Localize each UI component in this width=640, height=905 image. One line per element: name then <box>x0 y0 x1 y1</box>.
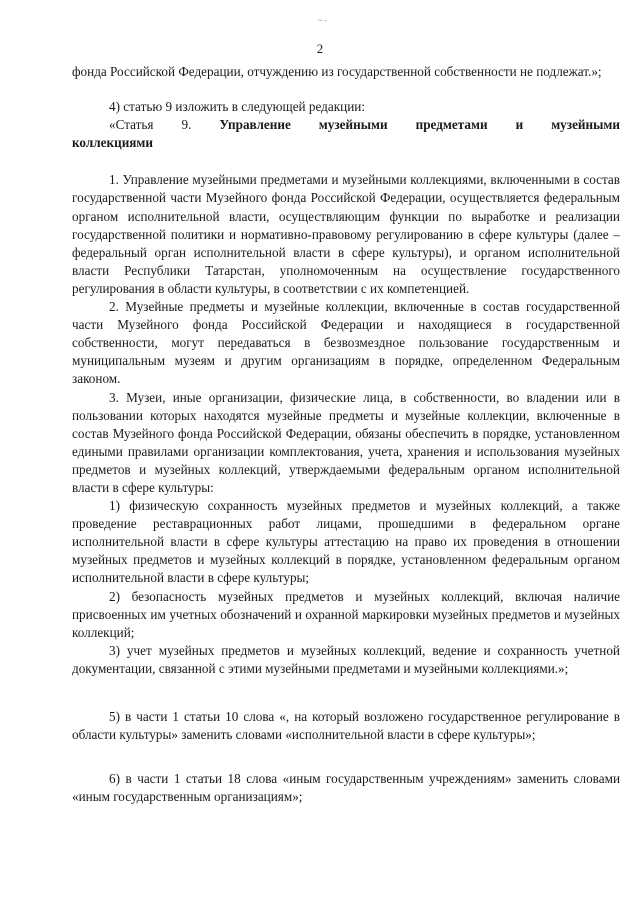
paragraph-item-4: 4) статью 9 изложить в следующей редакции: <box>109 99 365 115</box>
article-heading-prefix: «Статья 9. <box>109 117 192 133</box>
paragraph-intro: фонда Российской Федерации, отчуждению из государственной собственности не подлежат.»; <box>72 64 602 79</box>
paragraph-item-6: 6) в части 1 статьи 18 слова «иным государственным учреждениям» заменить словами «иным государственным организациям»; <box>72 771 620 805</box>
page-number: 2 <box>316 41 324 56</box>
article-heading-title: Управление музейными предметами и музейными <box>219 117 620 133</box>
paragraph-sub-1: 1) физическую сохранность музейных предметов и музейных коллекций, а также проведение реставрационных работ лицами, прошедшими в федеральном органе исполнительной власти в сфере культуры аттестацию на право их проведения в отношении музейных предметов и музейных коллекций в порядке, установленном федеральным органом исполнительной власти в сфере культуры; <box>72 498 620 586</box>
article-heading-title-cont: коллекциями <box>72 135 154 151</box>
article-heading <box>72 116 620 134</box>
document-body <box>72 63 620 806</box>
paragraph-sub-3: 3) учет музейных предметов и музейных коллекций, ведение и сохранность учетной документации, связанной с этими музейными предметами и музейными коллекциями.»; <box>72 642 620 676</box>
paragraph-article-2: 2. Музейные предметы и музейные коллекции, включенные в состав государственной части Музейного фонда Российской Федерации и находящиеся в государственной собственности, могут передаваться в безвозмездное пользование государственным и муниципальным музеям и другим организациям в порядке, определенном Федеральным законом. <box>72 299 620 387</box>
paragraph-article-1: 1. Управление музейными предметами и музейными коллекциями, включенными в состав государственной части Музейного фонда Российской Федерации, осуществляется федеральным органом исполнительной власти, осуществляющим функции по выработке и реализации государственной политики и нормативно-правовому регулированию в сфере культуры (далее – федеральный орган исполнительной власти в сфере культуры), и органом исполнительной власти Республики Татарстан, уполномоченным на осуществление государственного регулирования в области культуры, в соответствии с их компетенцией. <box>72 172 620 296</box>
paragraph-sub-2: 2) безопасность музейных предметов и музейных коллекций, включая наличие присвоенных им учетных обозначений и охранной маркировки музейных предметов и музейных коллекций; <box>72 588 620 640</box>
scan-artifact: ~ ‑ <box>318 16 327 25</box>
paragraph-item-5: 5) в части 1 статьи 10 слова «, на который возложено государственное регулирование в области культуры» заменить словами «исполнительной власти в сфере культуры»; <box>72 709 620 743</box>
paragraph-article-3: 3. Музеи, иные организации, физические лица, в собственности, во владении или в пользовании которых находятся музейные предметы и музейные коллекции, включенные в состав Музейного фонда Российской Федерации, обязаны обеспечить в порядке, установленном едиными правилами организации комплектования, учета, хранения и использования музейных предметов и музейных коллекций, утверждаемыми федеральным органом исполнительной власти в сфере культуры: <box>72 389 620 495</box>
